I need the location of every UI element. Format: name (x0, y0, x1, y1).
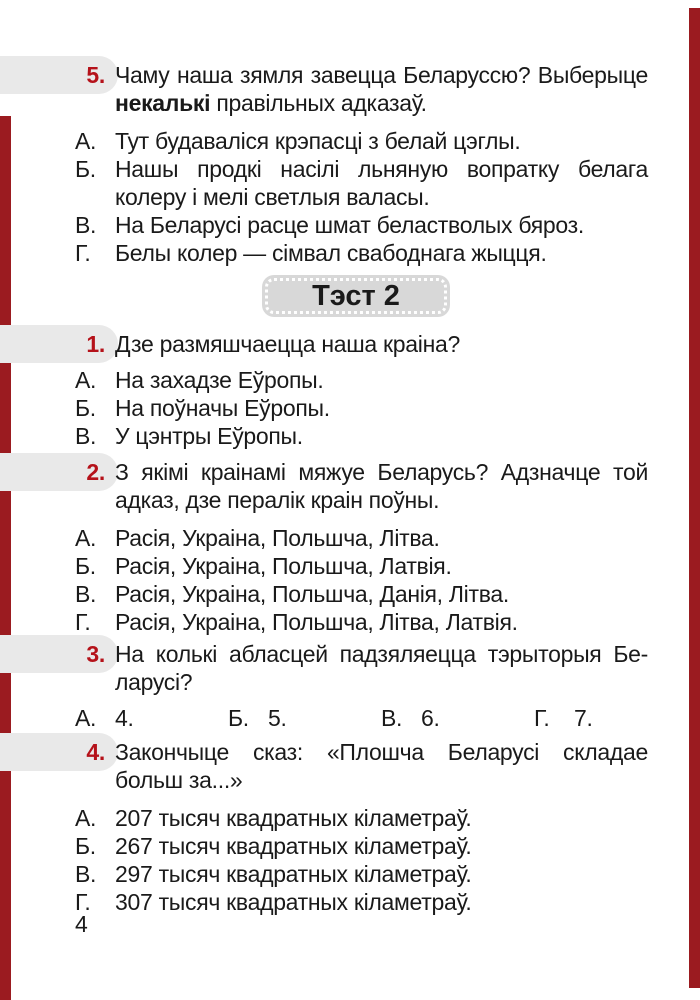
option-letter: В. (381, 705, 403, 731)
question-text-line: Чаму наша зямля завецца Беларуссю? Выберыце (115, 62, 648, 88)
answer-option (75, 704, 228, 732)
option-text: 6. (421, 705, 440, 731)
option-letter: Г. (75, 889, 91, 915)
answer-option (75, 524, 648, 552)
option-letter: В. (75, 212, 97, 238)
question-number: 4. (86, 739, 105, 765)
question-3 (75, 640, 648, 732)
option-text: У цэнтры Еўропы. (115, 423, 303, 449)
answer-option (75, 832, 648, 860)
test-section-title: Тэст 2 (312, 280, 400, 312)
answer-option (75, 804, 648, 832)
option-text: На захадзе Еўропы. (115, 367, 324, 393)
answer-option (75, 608, 648, 636)
left-edge-bar (0, 116, 11, 1000)
option-text: Расія, Украіна, Польшча, Латвія. (115, 553, 452, 579)
option-letter: Г. (75, 609, 91, 635)
option-letter: Б. (75, 553, 96, 579)
question-4 (75, 738, 648, 916)
option-letter: В. (75, 581, 97, 607)
option-text: 4. (115, 705, 134, 731)
option-text: Нашы продкі насілі льняную вопратку белага колеру і мелі светлыя валасы. (115, 156, 648, 210)
option-text: Расія, Украіна, Польшча, Данія, Літва. (115, 581, 509, 607)
option-text: 267 тысяч квадратных кіламетраў. (115, 833, 472, 859)
answer-option (381, 704, 534, 732)
question-number: 1. (86, 331, 105, 357)
option-letter: А. (75, 128, 97, 154)
option-letter: Б. (75, 156, 96, 182)
option-text: 207 тысяч квадратных кіламетраў. (115, 805, 472, 831)
option-text: 307 тысяч квадратных кіламетраў. (115, 889, 472, 915)
answer-option (75, 580, 648, 608)
answer-option (75, 422, 648, 450)
answer-option (75, 127, 648, 155)
question-text-line: На колькі абласцей падзяляецца тэрыторыя Бе- (115, 641, 648, 667)
right-edge-bar (689, 8, 700, 988)
option-text: 5. (268, 705, 287, 731)
option-text: На Беларусі расце шмат беластволых бяроз. (115, 212, 584, 238)
option-text: 7. (574, 705, 593, 731)
option-text: Расія, Украіна, Польшча, Літва. (115, 525, 440, 551)
answer-option (75, 155, 648, 211)
option-text: На поўначы Еўропы. (115, 395, 330, 421)
answer-option (75, 888, 648, 916)
emphasized-word: некалькі (115, 90, 211, 116)
answer-option (75, 366, 648, 394)
question-text-line: З якімі краінамі мяжуе Беларусь? Адзначце той (115, 459, 648, 485)
page-number: 4 (75, 911, 88, 937)
question-text-line: Закончыце сказ: «Плошча Беларусі складае (115, 739, 648, 765)
answer-option (75, 860, 648, 888)
answer-option (534, 704, 593, 732)
option-letter: Г. (534, 705, 550, 731)
question-text-line: адказ, дзе пералік краін поўны. (115, 487, 440, 513)
option-letter: Б. (228, 705, 249, 731)
question-number: 5. (86, 62, 105, 88)
option-letter: А. (75, 367, 97, 393)
answer-option (75, 394, 648, 422)
question-number: 3. (86, 641, 105, 667)
answer-option (75, 211, 648, 239)
question-2 (75, 458, 648, 636)
option-letter: Г. (75, 240, 91, 266)
test-section-badge (262, 275, 450, 317)
question-text-line: больш за...» (115, 767, 243, 793)
option-letter: Б. (75, 833, 96, 859)
question-text-line: ларусі? (115, 669, 193, 695)
option-text: 297 тысяч квадратных кіламетраў. (115, 861, 472, 887)
option-letter: А. (75, 805, 97, 831)
option-letter: Б. (75, 395, 96, 421)
question-1 (75, 330, 648, 450)
question-number: 2. (86, 459, 105, 485)
question-5 (75, 61, 648, 267)
answer-option (228, 704, 381, 732)
option-letter: В. (75, 423, 97, 449)
answer-option (75, 239, 648, 267)
question-text-line: Дзе размяшчаецца наша краіна? (115, 331, 460, 357)
option-letter: В. (75, 861, 97, 887)
option-text: Расія, Украіна, Польшча, Літва, Латвія. (115, 609, 518, 635)
question-text-line: некалькі правільных адказаў. (115, 90, 427, 116)
option-text: Белы колер — сімвал свабоднага жыцця. (115, 240, 547, 266)
answer-option (75, 552, 648, 580)
option-text: Тут будаваліся крэпасці з белай цэглы. (115, 128, 521, 154)
option-letter: А. (75, 525, 97, 551)
option-letter: А. (75, 705, 97, 731)
